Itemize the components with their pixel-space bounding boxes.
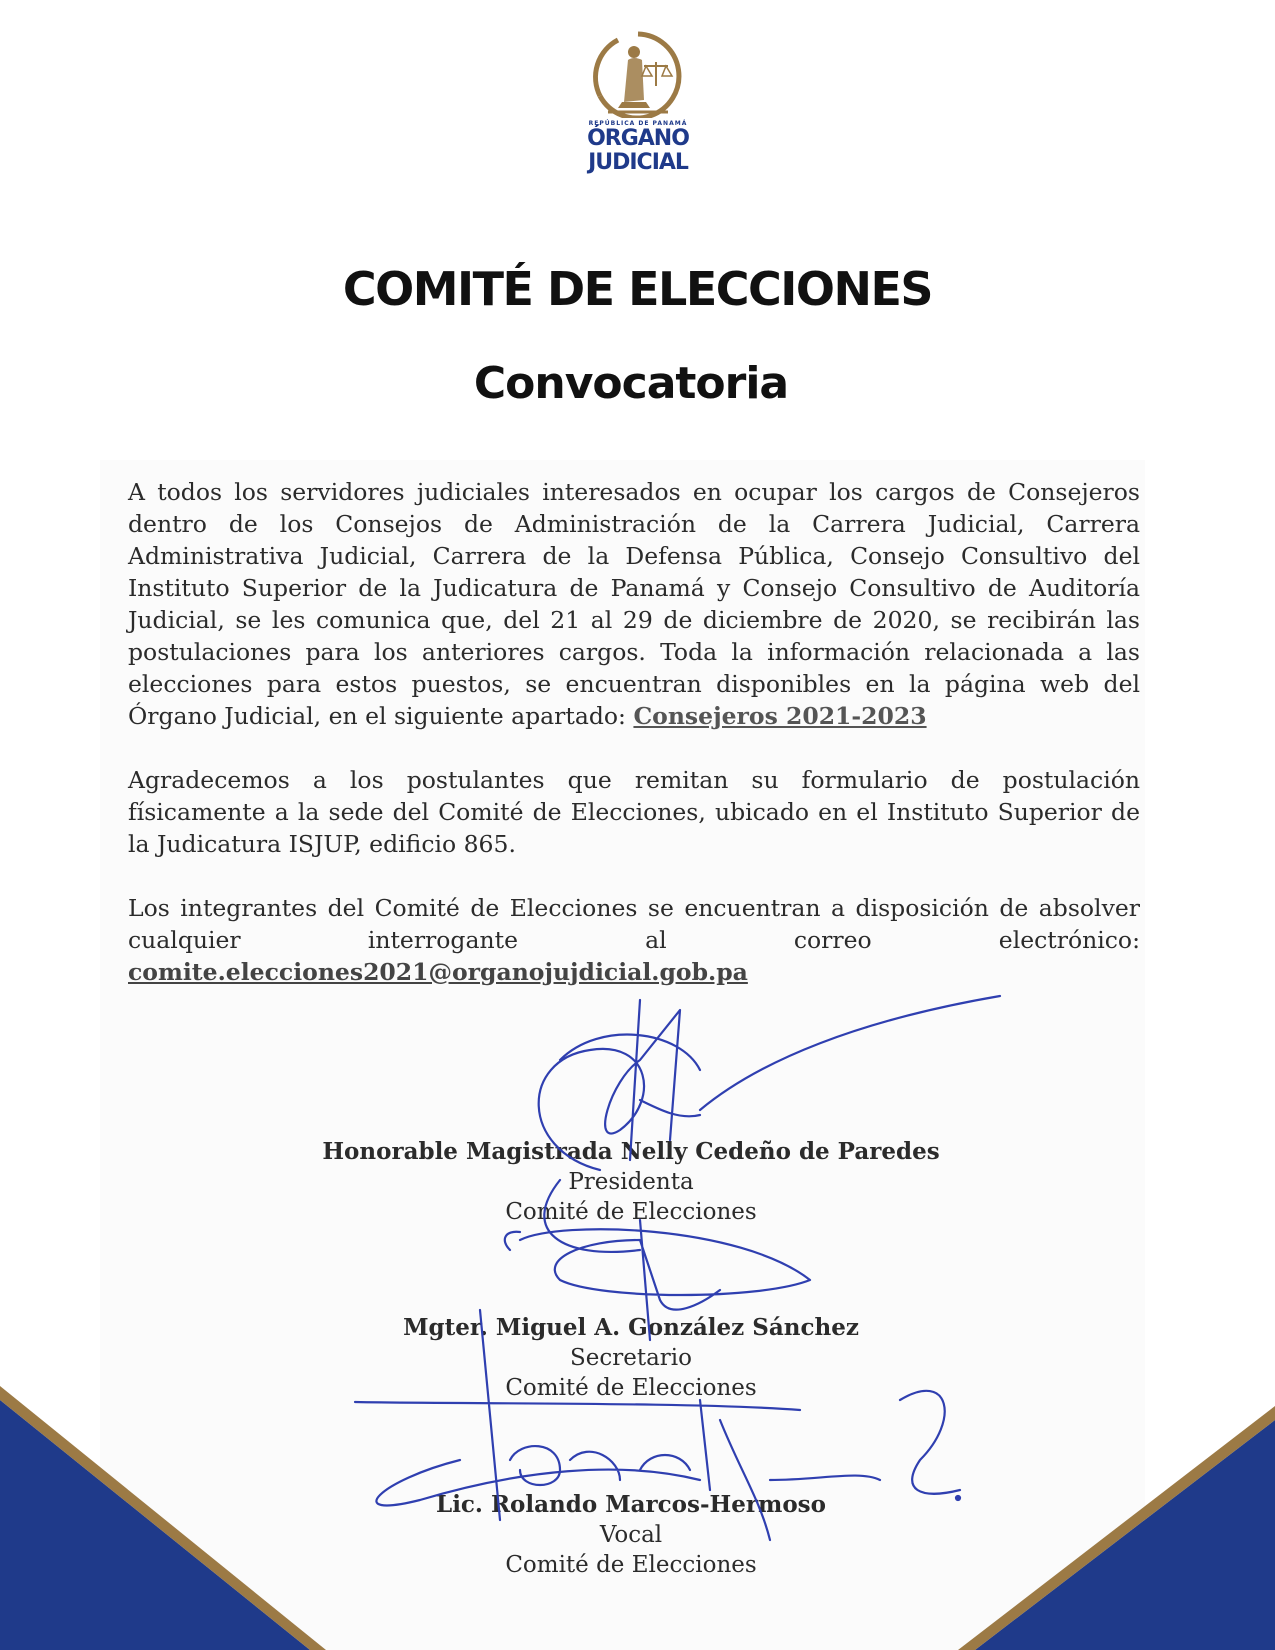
signatory-org: Comité de Elecciones (505, 1199, 757, 1225)
contact-text: Los integrantes del Comité de Elecciones se encuentran a disposición de absolver cualquier interrogante al correo electrónico: (128, 894, 1140, 954)
signatory-president (0, 1137, 1262, 1227)
justice-emblem-icon (588, 30, 688, 118)
consejeros-link[interactable]: Consejeros 2021-2023 (633, 702, 927, 730)
signatory-name: Honorable Magistrada Nelly Cedeño de Paredes (322, 1138, 940, 1165)
signatory-org: Comité de Elecciones (505, 1552, 757, 1578)
letter-body (128, 476, 1140, 988)
announcement-text: A todos los servidores judiciales interesados en ocupar los cargos de Consejeros dentro de los Consejos de Administración de la Carrera Judicial, Carrera Administrativa Judicial, Carrera de la Defensa Pública, Consejo Consultivo del Instituto Superior de la Judicatura de Panamá y Consejo Consultivo de Auditoría Judicial, se les comunica que, del 21 al 29 de diciembre de 2020, se recibirán las postulaciones para los anteriores cargos. Toda la información relacionada a las elecciones para estos puestos, se encuentran disponibles en la página web del Órgano Judicial, en el siguiente apartado: (128, 478, 1140, 730)
logo-word-organo: ÓRGANO (587, 126, 689, 151)
signatory-role: Vocal (599, 1522, 663, 1548)
page-subtitle: Convocatoria (473, 358, 789, 409)
paragraph-announcement (128, 476, 1140, 732)
page-title: COMITÉ DE ELECCIONES (342, 262, 933, 316)
signatory-org: Comité de Elecciones (505, 1375, 757, 1401)
signatory-vocal (0, 1490, 1262, 1580)
paragraph-submission: Agradecemos a los postulantes que remitan su formulario de postulación físicamente a la sede del Comité de Elecciones, ubicado en el Instituto Superior de la Judicatura ISJUP, edificio 865. (128, 766, 1140, 858)
logo-republic-text: REPÚBLICA DE PANAMÁ (588, 120, 688, 127)
signatory-role: Secretario (569, 1345, 692, 1371)
signatory-role: Presidenta (568, 1169, 694, 1195)
logo-word-judicial: JUDICIAL (588, 150, 688, 175)
organo-judicial-logo (583, 30, 693, 180)
signatory-name: Mgter. Miguel A. González Sánchez (403, 1314, 859, 1341)
signatory-name: Lic. Rolando Marcos-Hermoso (436, 1491, 826, 1518)
signatory-secretary (0, 1313, 1262, 1403)
email-link[interactable]: comite.elecciones2021@organojujdicial.gob.pa (128, 958, 748, 986)
paragraph-contact (128, 892, 1140, 988)
